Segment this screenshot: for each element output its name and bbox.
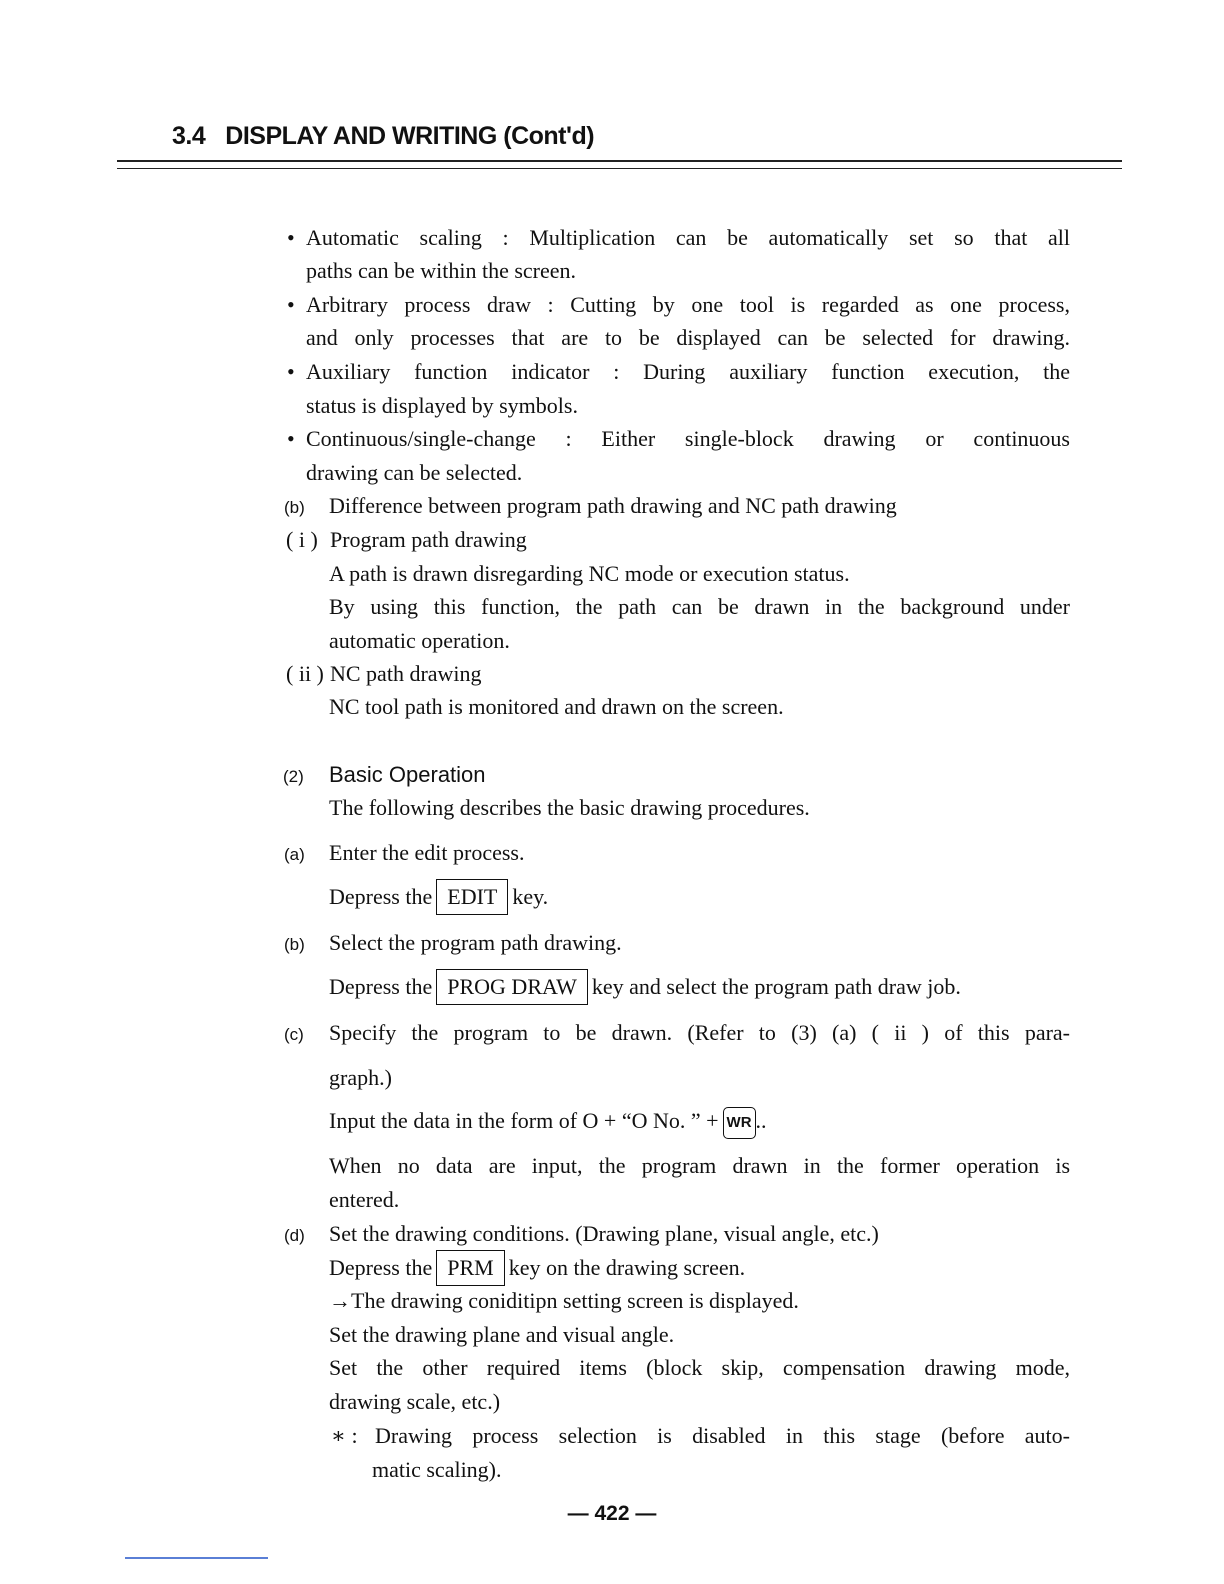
bullet-line: Continuous/single-change : Either single-block drawing or continuous xyxy=(306,426,1070,451)
wr-key: WR xyxy=(723,1107,756,1139)
section-heading xyxy=(172,122,594,151)
step-text: Enter the edit process. xyxy=(329,840,525,865)
edit-key: EDIT xyxy=(436,879,508,915)
instruction-pre: Input the data in the form of O + “O No. ” + xyxy=(329,1108,719,1133)
instruction-pre: Depress the xyxy=(329,974,433,999)
note-line: matic scaling). xyxy=(372,1457,502,1482)
section-title: DISPLAY AND WRITING (Cont'd) xyxy=(225,122,595,150)
paragraph-line: The following describes the basic drawing procedures. xyxy=(329,795,810,820)
bullet-line: paths can be within the screen. xyxy=(306,258,577,283)
instruction-post: .. xyxy=(755,1108,767,1133)
sub-heading: Program path drawing xyxy=(330,527,527,552)
step-instruction xyxy=(329,1250,745,1286)
prog-draw-key: PROG DRAW xyxy=(436,969,588,1005)
step-marker: (c) xyxy=(284,1025,304,1044)
sub-marker: ( i ) xyxy=(286,527,318,552)
heading-rule-bottom xyxy=(117,168,1122,169)
bullet-line: and only processes that are to be displayed can be selected for drawing. xyxy=(306,325,1070,350)
sub-heading: Difference between program path drawing and NC path drawing xyxy=(329,493,897,518)
paragraph-line: When no data are input, the program drawn in the former operation is xyxy=(329,1153,1070,1178)
subsection-title: Basic Operation xyxy=(329,762,486,787)
paragraph-line: Set the drawing plane and visual angle. xyxy=(329,1322,675,1347)
section-number: 3.4 xyxy=(172,122,206,150)
bullet-line: drawing can be selected. xyxy=(306,460,523,485)
bullet-mark: • xyxy=(287,225,295,250)
bullet-line: status is displayed by symbols. xyxy=(306,393,578,418)
bullet-mark: • xyxy=(287,292,295,317)
instruction-pre: Depress the xyxy=(329,884,433,909)
instruction-post: key on the drawing screen. xyxy=(508,1255,746,1280)
note-line: Drawing process selection is disabled in this stage (before auto- xyxy=(375,1423,1070,1448)
bullet-mark: • xyxy=(287,426,295,451)
paragraph-line: drawing scale, etc.) xyxy=(329,1389,501,1414)
bullet-mark: • xyxy=(287,359,295,384)
page-number: — 422 — xyxy=(567,1502,657,1525)
note-marker: ∗ : xyxy=(331,1423,358,1448)
step-instruction xyxy=(329,879,548,915)
step-text: Select the program path drawing. xyxy=(329,930,622,955)
step-instruction xyxy=(329,1104,767,1139)
step-text: Set the drawing conditions. (Drawing plane, visual angle, etc.) xyxy=(329,1221,879,1246)
paragraph-line: By using this function, the path can be drawn in the background under xyxy=(329,594,1070,619)
paragraph-line: →The drawing coniditipn setting screen is displayed. xyxy=(329,1288,799,1313)
step-marker: (b) xyxy=(284,935,305,954)
step-marker: (d) xyxy=(284,1226,305,1245)
paragraph-line: NC tool path is monitored and drawn on the screen. xyxy=(329,694,784,719)
paragraph-line: Set the other required items (block skip, compensation drawing mode, xyxy=(329,1355,1070,1380)
sub-marker: ( ii ) xyxy=(286,661,324,686)
bullet-line: Arbitrary process draw : Cutting by one tool is regarded as one process, xyxy=(306,292,1070,317)
instruction-post: key. xyxy=(512,884,549,909)
paragraph-line: entered. xyxy=(329,1187,400,1212)
paragraph-line: A path is drawn disregarding NC mode or execution status. xyxy=(329,561,850,586)
step-text: graph.) xyxy=(329,1065,392,1090)
section-marker: (2) xyxy=(283,767,304,786)
paragraph-line: automatic operation. xyxy=(329,628,510,653)
prm-key: PRM xyxy=(436,1250,504,1286)
heading-rule-top xyxy=(117,160,1122,162)
step-instruction xyxy=(329,969,961,1005)
bullet-line: Automatic scaling : Multiplication can be automatically set so that all xyxy=(306,225,1070,250)
bullet-line: Auxiliary function indicator : During auxiliary function execution, the xyxy=(306,359,1070,384)
sub-heading: NC path drawing xyxy=(330,661,482,686)
footer-rule xyxy=(125,1557,268,1559)
sub-marker: (b) xyxy=(284,498,305,517)
instruction-post: key and select the program path draw job. xyxy=(591,974,961,999)
step-text: Specify the program to be drawn. (Refer to (3) (a) ( ii ) of this para- xyxy=(329,1020,1070,1045)
instruction-pre: Depress the xyxy=(329,1255,433,1280)
step-marker: (a) xyxy=(284,845,305,864)
